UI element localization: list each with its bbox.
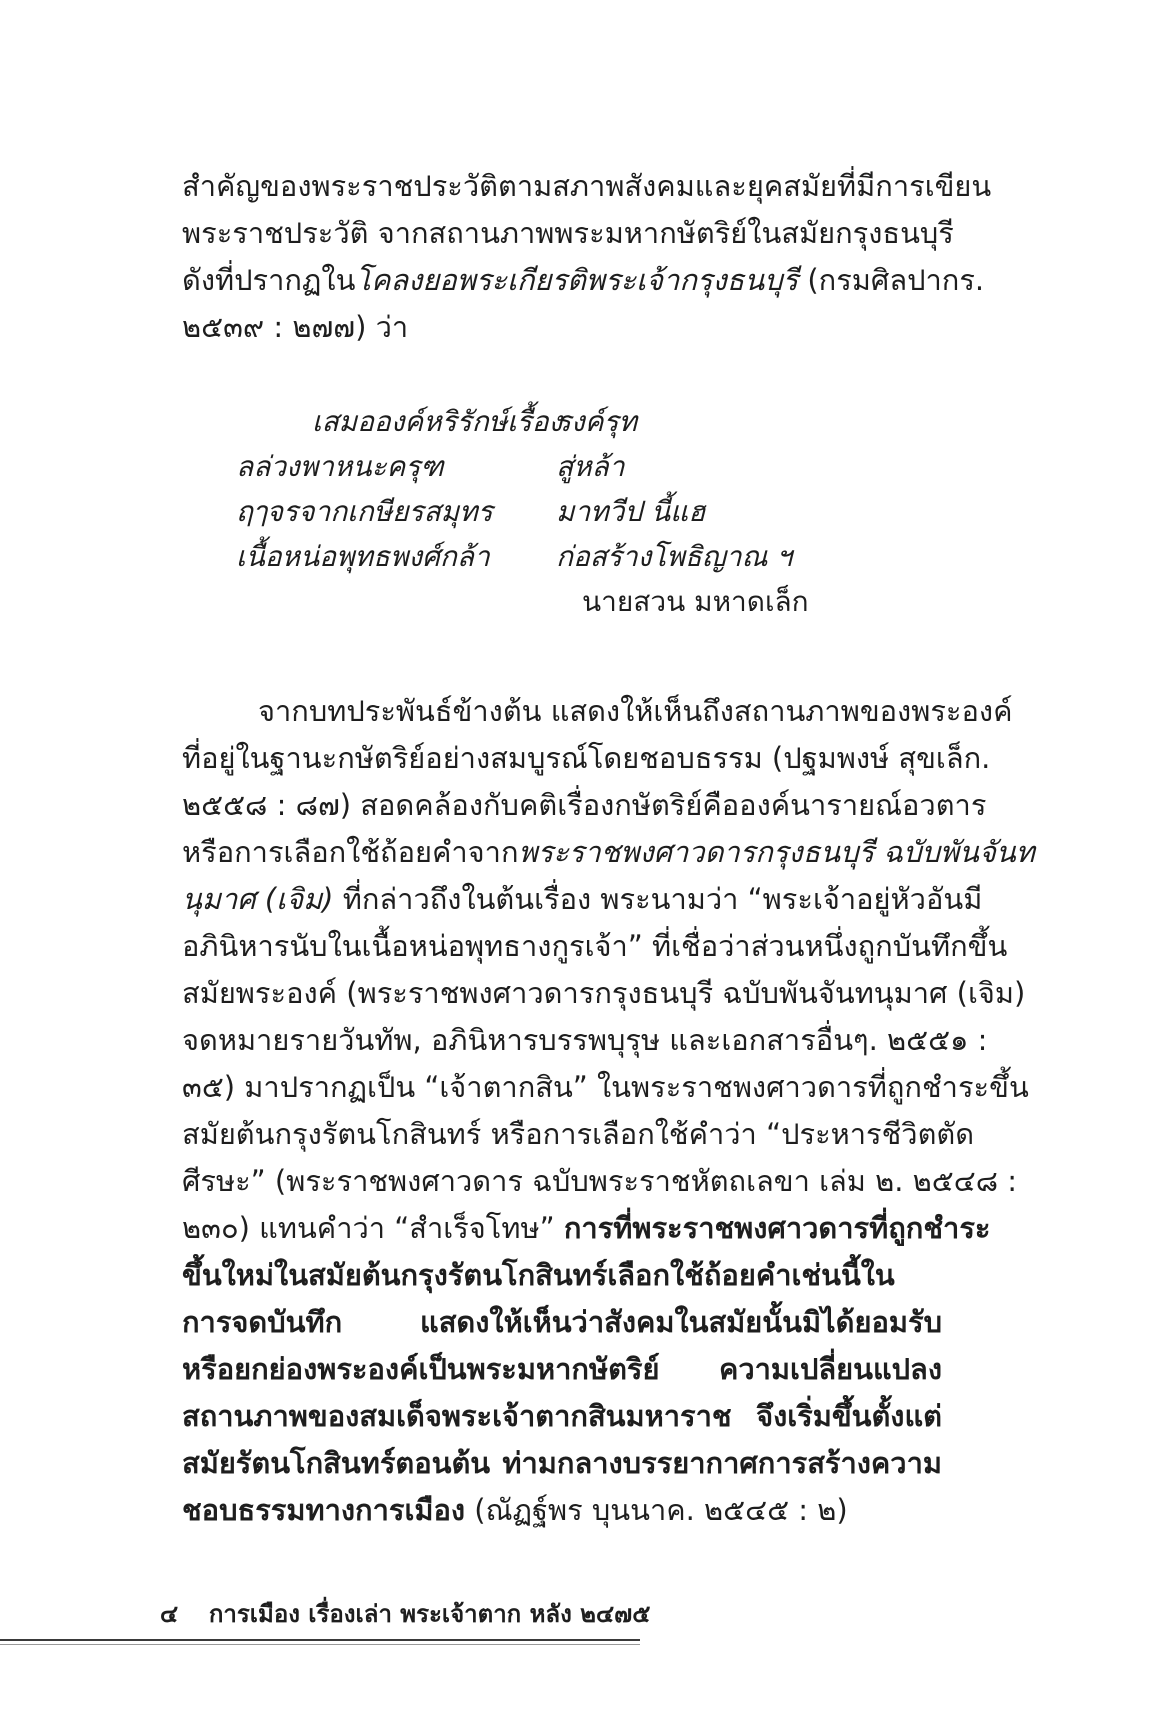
paragraph-intro — [182, 163, 992, 351]
italic-title: นุมาศ (เจิม) — [182, 882, 334, 916]
text-run: หรือการเลือกใช้ถ้อยคำจาก — [182, 835, 519, 869]
page-footer — [160, 1594, 650, 1634]
bold-text: การที่พระราชพงศาวดารที่ถูกชำระ — [563, 1211, 991, 1245]
poem-verse-left: เสมอองค์หริรักษ์เรื้อง — [312, 405, 563, 438]
text-line — [182, 829, 1035, 876]
text-line: สำคัญของพระราชประวัติตามสภาพสังคมและยุคสมัยที่มีการเขียน — [182, 169, 992, 203]
footer-rule — [0, 1639, 640, 1641]
poem-verse-right: รงค์รุท — [556, 405, 637, 438]
text-line-bold: สมัยรัตนโกสินทร์ตอนต้น ท่ามกลางบรรยากาศการสร้างความ — [182, 1446, 942, 1480]
text-line: สมัยพระองค์ (พระราชพงศาวดารกรุงธนบุรี ฉบับพันจันทนุมาศ (เจิม) — [182, 976, 1026, 1010]
text-line: ๒๕๕๘ : ๘๗) สอดคล้องกับคติเรื่องกษัตริย์คือองค์นารายณ์อวตาร — [182, 788, 987, 822]
text-line: สมัยต้นกรุงรัตนโกสินทร์ หรือการเลือกใช้คำว่า “ประหารชีวิตตัด — [182, 1117, 975, 1151]
text-run: ที่กล่าวถึงในต้นเรื่อง พระนามว่า “พระเจ้าอยู่หัวอันมี — [333, 882, 983, 916]
footer-rule-thin — [0, 1644, 640, 1645]
text-line-bold: การจดบันทึก แสดงให้เห็นว่าสังคมในสมัยนั้นมิได้ยอมรับ — [182, 1305, 942, 1339]
bold-text: ชอบธรรมทางการเมือง — [182, 1493, 466, 1527]
text-line: อภินิหารนับในเนื้อหน่อพุทธางกูรเจ้า” ที่เชื่อว่าส่วนหนึ่งถูกบันทึกขึ้น — [182, 929, 1008, 963]
text-line — [182, 257, 985, 304]
poem-verse-left: ฤๅจรจากเกษียรสมุทร — [236, 495, 493, 528]
text-line — [182, 1487, 942, 1534]
poem-block — [0, 398, 1150, 638]
text-run: ๒๓๐) แทนคำว่า “สำเร็จโทษ” — [182, 1211, 564, 1245]
italic-title: พระราชพงศาวดารกรุงธนบุรี ฉบับพันจันท — [518, 835, 1035, 869]
text-line-bold: หรือยกย่องพระองค์เป็นพระมหากษัตริย์ ความเปลี่ยนแปลง — [182, 1352, 942, 1386]
text-run: (ณัฏฐ์พร บุนนาค. ๒๕๔๕ : ๒) — [465, 1493, 848, 1527]
poem-verse-right: ก่อสร้างโพธิญาณ ฯ — [556, 540, 793, 573]
page-number: ๔ — [160, 1600, 179, 1628]
poem-verse-left: ลล่วงพาหนะครุฑ — [236, 450, 444, 483]
text-line: จดหมายรายวันทัพ, อภินิหารบรรพบุรุษ และเอกสารอื่นๆ. ๒๕๕๑ : — [182, 1023, 988, 1057]
text-line: ที่อยู่ในฐานะกษัตริย์อย่างสมบูรณ์โดยชอบธรรม (ปฐมพงษ์ สุขเล็ก. — [182, 741, 991, 775]
text-line: ๒๕๓๙ : ๒๗๗) ว่า — [182, 310, 409, 344]
text-line — [182, 876, 983, 923]
text-run: (กรมศิลปากร. — [798, 263, 985, 297]
text-line: พระราชประวัติ จากสถานภาพพระมหากษัตริย์ในสมัยกรุงธนบุรี — [182, 216, 954, 250]
poem-author: นายสวน มหาดเล็ก — [582, 585, 809, 618]
text-line: ๓๕) มาปรากฏเป็น “เจ้าตากสิน” ในพระราชพงศาวดารที่ถูกชำระขึ้น — [182, 1070, 1029, 1104]
text-line-bold: สถานภาพของสมเด็จพระเจ้าตากสินมหาราช จึงเริ่มขึ้นตั้งแต่ — [182, 1399, 942, 1433]
text-line: ศีรษะ” (พระราชพงศาวดาร ฉบับพระราชหัตถเลขา เล่ม ๒. ๒๕๔๘ : — [182, 1164, 1018, 1198]
text-line — [182, 1205, 991, 1252]
poem-verse-right: สู่หล้า — [556, 450, 625, 483]
text-run: ดังที่ปรากฏใน — [182, 263, 356, 297]
poem-verse-right: มาทวีป นี้แฮ — [556, 495, 706, 528]
italic-title: โคลงยอพระเกียรติพระเจ้ากรุงธนบุรี — [355, 263, 799, 297]
text-line: จากบทประพันธ์ข้างต้น แสดงให้เห็นถึงสถานภาพของพระองค์ — [258, 694, 1013, 728]
running-title: การเมือง เรื่องเล่า พระเจ้าตาก หลัง ๒๔๗๕ — [208, 1600, 651, 1628]
paragraph-analysis — [182, 688, 1035, 1534]
text-line-bold: ขึ้นใหม่ในสมัยต้นกรุงรัตนโกสินทร์เลือกใช้ถ้อยคำเช่นนี้ใน — [182, 1258, 895, 1292]
poem-verse-left: เนื้อหน่อพุทธพงศ์กล้า — [236, 540, 490, 573]
